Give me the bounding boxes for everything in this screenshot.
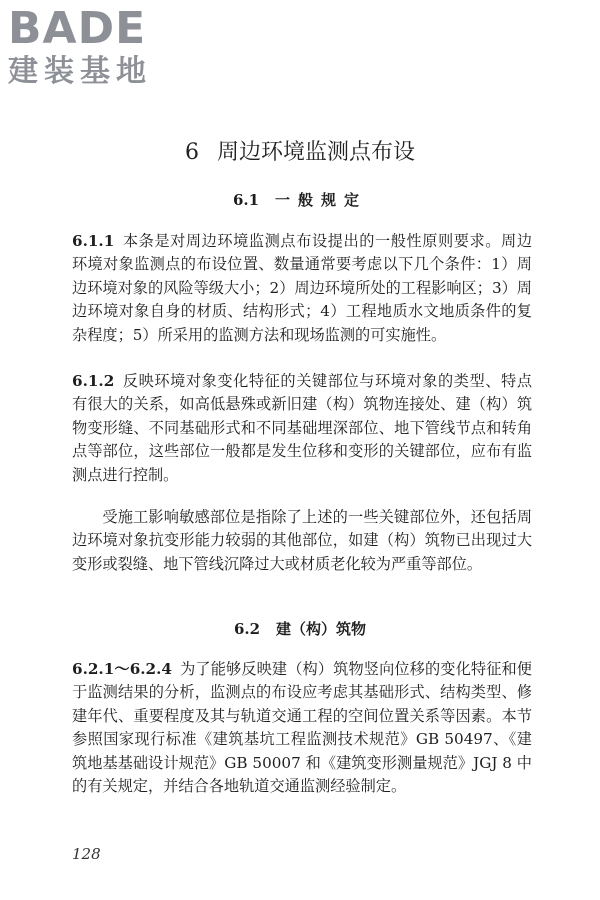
clause-text: 反映环境对象变化特征的关键部位与环境对象的类型、特点有很大的关系，如高低悬殊或新旧建（构）筑物连接处、建（构）筑物变形缝、不同基础形式和不同基础埋深部位、地下管线节点和转角点等部位，这些部位一般都是发生位移和变形的关键部位，应布有监测点进行控制。: [72, 372, 532, 484]
clause-paragraph: [72, 370, 532, 487]
section-title: [0, 189, 600, 211]
paragraph-text: 受施工影响敏感部位是指除了上述的一些关键部位外，还包括周边环境对象抗变形能力较弱的其他部位，如建（构）筑物已出现过大变形或裂缝、地下管线沉降过大或材质老化较为严重等部位。: [72, 508, 532, 573]
body-paragraph: [72, 506, 532, 576]
logo-text-en: BADE: [8, 3, 147, 54]
page-number: 128: [72, 845, 101, 863]
logo-text-cn: 建装基地: [8, 54, 152, 89]
chapter-title: [0, 138, 600, 168]
clause-number: 6.2.1～6.2.4: [72, 660, 172, 678]
clause-paragraph: [72, 658, 532, 798]
clause-paragraph: [72, 230, 532, 347]
clause-number: 6.1.1: [72, 232, 115, 250]
clause-number: 6.1.2: [72, 372, 115, 390]
section-number: 6.2: [233, 620, 261, 638]
section-number: 6.1: [232, 191, 260, 209]
clause-text: 本条是对周边环境监测点布设提出的一般性原则要求。周边环境对象监测点的布设位置、数量通常要考虑以下几个条件：1）周边环境对象的风险等级大小；2）周边环境所处的工程影响区；3）周边环境对象自身的材质、结构形式；4）工程地质水文地质条件的复杂程度；5）所采用的监测方法和现场监测的可实施性。: [72, 232, 532, 344]
section-title: [0, 618, 600, 640]
section-title-text: 建（构）筑物: [276, 620, 367, 638]
clause-text: 为了能够反映建（构）筑物竖向位移的变化特征和便于监测结果的分析，监测点的布设应考虑其基础形式、结构类型、修建年代、重要程度及其与轨道交通工程的空间位置关系等因素。本节参照国家现行标准《建筑基坑工程监测技术规范》GB 50497、《建筑地基基础设计规范》GB 50007 和《建筑变形测量规范》JGJ 8 中的有关规定，并结合各地轨道交通监测经验制定。: [72, 660, 532, 796]
section-title-text: 一般规定: [275, 191, 368, 209]
chapter-number: 6: [184, 140, 199, 165]
chapter-title-text: 周边环境监测点布设: [216, 140, 415, 165]
logo: [8, 4, 178, 96]
